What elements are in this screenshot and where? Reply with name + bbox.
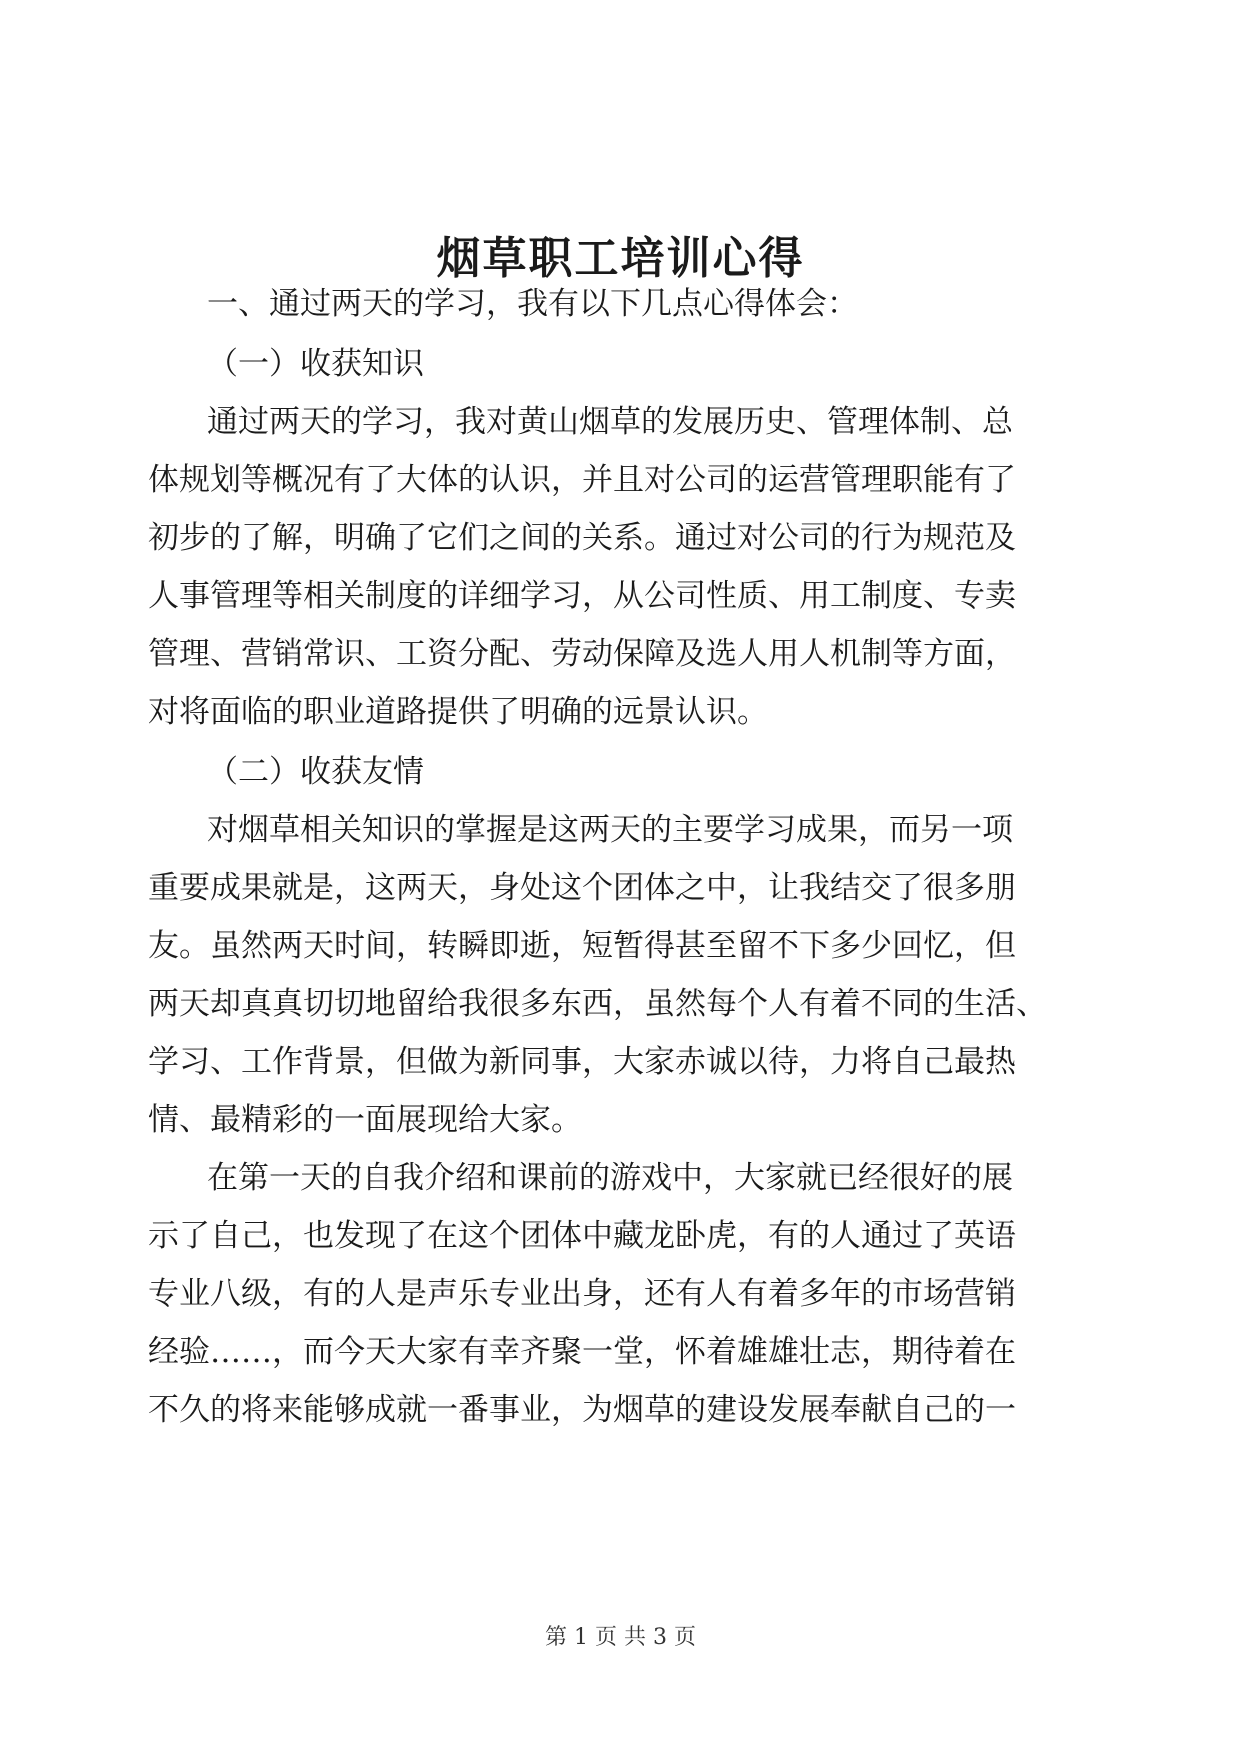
text-line: 对烟草相关知识的掌握是这两天的主要学习成果，而另一项 bbox=[207, 812, 1013, 848]
text-line: 重要成果就是，这两天，身处这个团体之中，让我结交了很多朋 bbox=[148, 870, 1016, 906]
text-line: 学习、工作背景，但做为新同事，大家赤诚以待，力将自己最热 bbox=[148, 1044, 1016, 1080]
text-line: 专业八级，有的人是声乐专业出身，还有人有着多年的市场营销 bbox=[148, 1276, 1016, 1312]
text-line: 示了自己，也发现了在这个团体中藏龙卧虎，有的人通过了英语 bbox=[148, 1218, 1016, 1254]
text-line: 人事管理等相关制度的详细学习，从公司性质、用工制度、专卖 bbox=[148, 578, 1016, 614]
subheading: （一）收获知识 bbox=[207, 346, 424, 382]
text-line: 不久的将来能够成就一番事业，为烟草的建设发展奉献自己的一 bbox=[148, 1392, 1016, 1428]
page-footer: 第 1 页 共 3 页 bbox=[545, 1625, 696, 1650]
text-line: 在第一天的自我介绍和课前的游戏中，大家就已经很好的展 bbox=[207, 1160, 1013, 1196]
text-line: 管理、营销常识、工资分配、劳动保障及选人用人机制等方面， bbox=[148, 636, 1016, 672]
text-line: 经验……，而今天大家有幸齐聚一堂，怀着雄雄壮志，期待着在 bbox=[148, 1334, 1016, 1370]
document-title: 烟草职工培训心得 bbox=[436, 233, 805, 284]
subheading: （二）收获友情 bbox=[207, 754, 424, 790]
text-line: 一、通过两天的学习，我有以下几点心得体会： bbox=[207, 286, 858, 322]
text-line: 初步的了解，明确了它们之间的关系。通过对公司的行为规范及 bbox=[148, 520, 1016, 556]
text-line: 情、最精彩的一面展现给大家。 bbox=[148, 1102, 582, 1138]
text-line: 体规划等概况有了大体的认识，并且对公司的运营管理职能有了 bbox=[148, 462, 1016, 498]
text-line: 两天却真真切切地留给我很多东西，虽然每个人有着不同的生活、 bbox=[148, 986, 1047, 1022]
text-line: 友。虽然两天时间，转瞬即逝，短暂得甚至留不下多少回忆，但 bbox=[148, 928, 1016, 964]
text-line: 对将面临的职业道路提供了明确的远景认识。 bbox=[148, 694, 768, 730]
text-line: 通过两天的学习，我对黄山烟草的发展历史、管理体制、总 bbox=[207, 404, 1013, 440]
